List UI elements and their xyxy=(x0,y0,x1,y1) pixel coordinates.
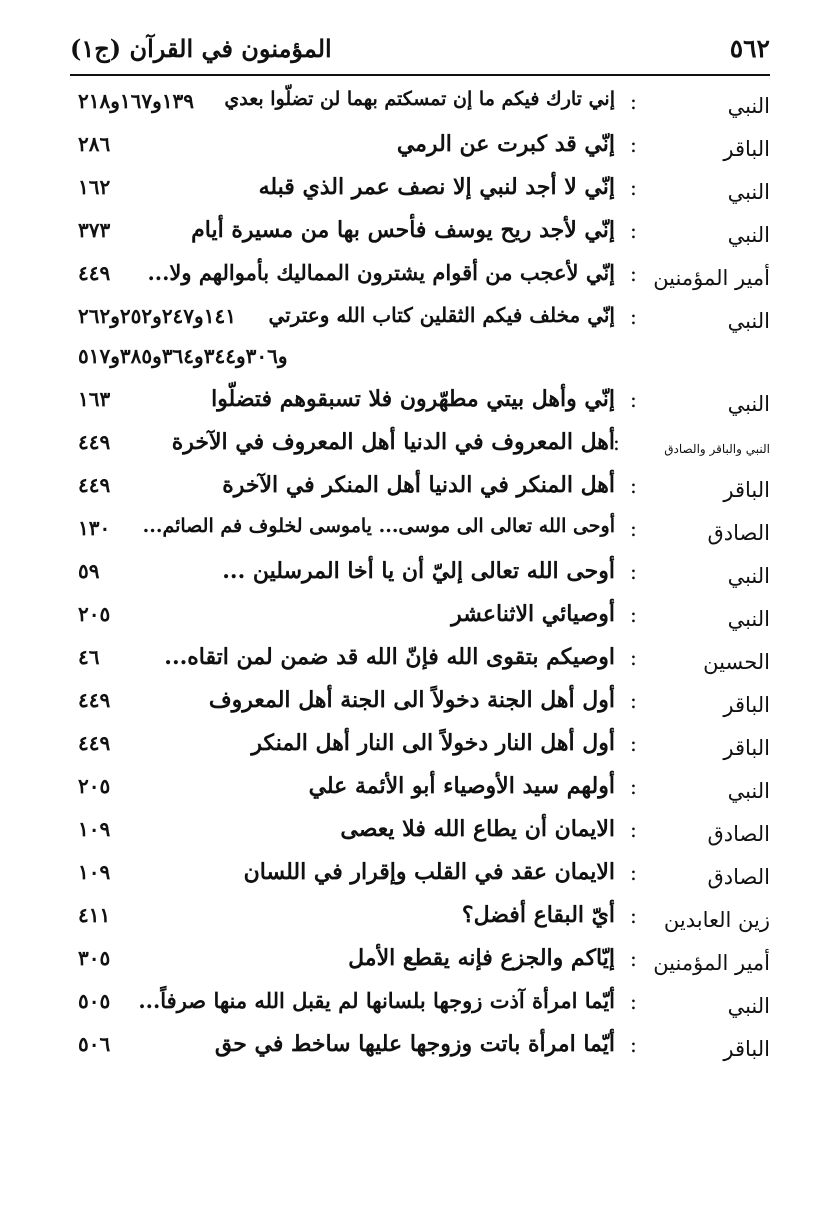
page-references: ١٠٩ xyxy=(78,817,111,841)
hadith-text: أوحى الله تعالى إليّ أن يا أخا المرسلين ... xyxy=(222,558,615,584)
separator-colon: : xyxy=(629,861,637,885)
page-references: ٣٧٣ xyxy=(78,218,111,242)
page-references: ٤٤٩ xyxy=(78,430,111,454)
separator-colon: : xyxy=(629,474,637,498)
hadith-text: أوصيائي الاثناعشر xyxy=(451,601,615,627)
separator-colon: : xyxy=(629,262,637,286)
speaker-name: النبي xyxy=(727,607,770,631)
separator-colon: : xyxy=(629,732,637,756)
page-references: ٤٦ xyxy=(78,645,100,669)
speaker-name: الحسين xyxy=(703,650,770,674)
list-item-continuation xyxy=(70,338,770,378)
list-item xyxy=(70,166,770,209)
page-references: ٥٠٦ xyxy=(78,1032,111,1056)
list-item xyxy=(70,593,770,636)
speaker-name: الباقر xyxy=(723,478,770,502)
list-item xyxy=(70,937,770,980)
speaker-name: النبي xyxy=(727,564,770,588)
hadith-text: الايمان عقد في القلب وإقرار في اللسان xyxy=(243,859,615,885)
separator-colon: : xyxy=(629,603,637,627)
hadith-text: أيّ البقاع أفضل؟ xyxy=(461,902,615,928)
hadith-text: أيّما امرأة آذت زوجها بلسانها لم يقبل الله منها صرفاً... xyxy=(138,988,615,1013)
hadith-text: أول أهل النار دخولاً الى النار أهل المنكر xyxy=(251,730,615,756)
speaker-name: الباقر xyxy=(723,1037,770,1061)
speaker-name: أمير المؤمنين xyxy=(653,266,770,290)
list-item xyxy=(70,550,770,593)
hadith-text: أهل المنكر في الدنيا أهل المنكر في الآخرة xyxy=(222,472,615,498)
separator-colon: : xyxy=(629,990,637,1014)
page-references: ١٣٠ xyxy=(78,516,111,540)
separator-colon: : xyxy=(629,517,637,541)
speaker-name: الباقر xyxy=(723,693,770,717)
hadith-text: إنّي لأعجب من أقوام يشترون المماليك بأموالهم ولا... xyxy=(147,260,615,285)
list-item xyxy=(70,980,770,1023)
page-references: ٤٤٩ xyxy=(78,473,111,497)
list-item xyxy=(70,421,770,464)
list-item xyxy=(70,765,770,808)
separator-colon: : xyxy=(629,818,637,842)
speaker-name: النبي xyxy=(727,392,770,416)
separator-colon: : xyxy=(629,219,637,243)
list-item xyxy=(70,378,770,421)
list-item xyxy=(70,894,770,937)
speaker-name: الصادق xyxy=(707,865,770,889)
page-references: ٣٠٥ xyxy=(78,946,111,970)
page-references: ٤٤٩ xyxy=(78,261,111,285)
separator-colon: : xyxy=(629,947,637,971)
separator-colon: : xyxy=(629,689,637,713)
list-item xyxy=(70,295,770,338)
separator-colon: : xyxy=(629,90,637,114)
page-references: ٥٠٥ xyxy=(78,989,111,1013)
running-title: المؤمنون في القرآن (ج١) xyxy=(70,34,332,63)
hadith-text: إنّي لأجد ريح يوسف فأحس بها من مسيرة أيام xyxy=(191,217,615,243)
hadith-index-list xyxy=(70,80,770,1066)
speaker-name: الباقر xyxy=(723,137,770,161)
hadith-text: أولهم سيد الأوصياء أبو الأئمة علي xyxy=(308,773,615,799)
page-references: ٤١١ xyxy=(78,903,111,927)
page-references: ٢٨٦ xyxy=(78,132,111,156)
speaker-name: الصادق xyxy=(707,822,770,846)
speaker-name: الباقر xyxy=(723,736,770,760)
speaker-name: النبي xyxy=(727,779,770,803)
hadith-text: أوحى الله تعالى الى موسى... ياموسى لخلوف فم الصائم... xyxy=(142,515,615,537)
page-references: ٥٩ xyxy=(78,559,100,583)
list-item xyxy=(70,851,770,894)
page-references: ١٤١و٢٤٧و٢٥٢و٢٦٢ xyxy=(78,304,236,328)
separator-colon: : xyxy=(629,133,637,157)
page-references: ٤٤٩ xyxy=(78,688,111,712)
hadith-text: اوصيكم بتقوى الله فإنّ الله قد ضمن لمن اتقاه... xyxy=(164,644,615,670)
page-header xyxy=(70,30,770,76)
page-references: ٤٤٩ xyxy=(78,731,111,755)
speaker-name: النبي xyxy=(727,94,770,118)
page-references: ١٠٩ xyxy=(78,860,111,884)
speaker-name: النبي xyxy=(727,180,770,204)
list-item xyxy=(70,679,770,722)
speaker-name: النبي xyxy=(727,994,770,1018)
speaker-name: الصادق xyxy=(707,521,770,545)
hadith-text: إيّاكم والجزع فإنه يقطع الأمل xyxy=(348,945,615,971)
list-item xyxy=(70,464,770,507)
speaker-name: النبي xyxy=(727,309,770,333)
list-item xyxy=(70,636,770,679)
list-item xyxy=(70,123,770,166)
separator-colon: : xyxy=(629,388,637,412)
page-references: ١٦٢ xyxy=(78,175,111,199)
speaker-name: أمير المؤمنين xyxy=(653,951,770,975)
page-references: و٣٠٦و٣٤٤و٣٦٤و٣٨٥و٥١٧ xyxy=(78,344,288,368)
hadith-text: إنّي لا أجد لنبي إلا نصف عمر الذي قبله xyxy=(258,174,615,200)
list-item xyxy=(70,808,770,851)
page-references: ١٦٣ xyxy=(78,387,111,411)
hadith-text: إنّي وأهل بيتي مطهّرون فلا تسبقوهم فتضلّوا xyxy=(211,386,615,412)
separator-colon: : xyxy=(612,431,620,455)
page-number: ٥٦٢ xyxy=(729,34,770,63)
list-item xyxy=(70,1023,770,1066)
speaker-name: النبي والباقر والصادق xyxy=(664,442,770,456)
hadith-text: إنّي مخلف فيكم الثقلين كتاب الله وعترتي xyxy=(268,303,615,327)
hadith-text: أهل المعروف في الدنيا أهل المعروف في الآخرة xyxy=(171,429,615,455)
separator-colon: : xyxy=(629,305,637,329)
list-item xyxy=(70,507,770,550)
hadith-text: إنّي قد كبرت عن الرمي xyxy=(396,131,615,157)
page-references: ٢٠٥ xyxy=(78,602,111,626)
hadith-text: إني تارك فيكم ما إن تمسكتم بهما لن تضلّوا بعدي xyxy=(224,88,615,110)
hadith-text: أيّما امرأة باتت وزوجها عليها ساخط في حق xyxy=(214,1031,615,1057)
hadith-text: الايمان أن يطاع الله فلا يعصى xyxy=(340,816,615,842)
page-references: ١٣٩و١٦٧و٢١٨ xyxy=(78,89,195,113)
separator-colon: : xyxy=(629,646,637,670)
list-item xyxy=(70,722,770,765)
separator-colon: : xyxy=(629,176,637,200)
separator-colon: : xyxy=(629,1033,637,1057)
list-item xyxy=(70,252,770,295)
separator-colon: : xyxy=(629,775,637,799)
page-references: ٢٠٥ xyxy=(78,774,111,798)
hadith-text: أول أهل الجنة دخولاً الى الجنة أهل المعروف xyxy=(208,687,615,713)
separator-colon: : xyxy=(629,560,637,584)
list-item xyxy=(70,209,770,252)
list-item xyxy=(70,80,770,123)
separator-colon: : xyxy=(629,904,637,928)
speaker-name: زين العابدين xyxy=(663,908,770,932)
speaker-name: النبي xyxy=(727,223,770,247)
